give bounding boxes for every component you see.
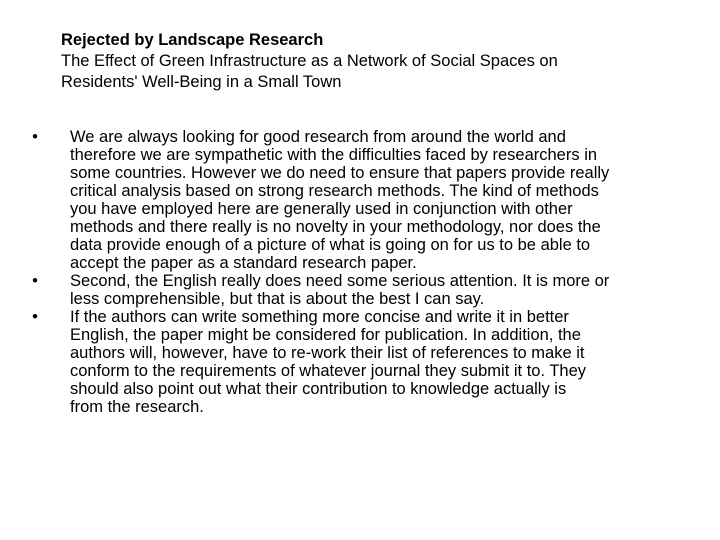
- text-line: authors will, however, have to re-work their list of references to make it: [70, 344, 585, 362]
- header-title: Rejected by Landscape Research: [61, 31, 324, 49]
- bullet-icon: •: [32, 272, 38, 290]
- bullet-text-2: [70, 272, 688, 308]
- bullet-item-2: [28, 272, 688, 308]
- text-line: should also point out what their contribution to knowledge actually is: [70, 380, 567, 398]
- text-line: English, the paper might be considered for publication. In addition, the: [70, 326, 581, 344]
- text-line: therefore we are sympathetic with the difficulties faced by researchers in: [70, 146, 598, 164]
- text-line: accept the paper as a standard research paper.: [70, 254, 417, 272]
- text-line: If the authors can write something more concise and write it in better: [70, 308, 569, 326]
- bullet-list: [28, 128, 688, 416]
- header-subtitle-line-1: The Effect of Green Infrastructure as a Network of Social Spaces on: [61, 52, 558, 70]
- text-line: We are always looking for good research from around the world and: [70, 128, 566, 146]
- text-line: from the research.: [70, 398, 204, 416]
- bullet-item-1: [28, 128, 688, 272]
- text-line: critical analysis based on strong research methods. The kind of methods: [70, 182, 599, 200]
- bullet-text-3: [70, 308, 688, 416]
- text-line: data provide enough of a picture of what is going on for us to be able to: [70, 236, 591, 254]
- header-subtitle-line-2: Residents' Well-Being in a Small Town: [61, 73, 342, 91]
- bullet-item-3: [28, 308, 688, 416]
- bullet-icon: •: [32, 308, 38, 326]
- slide-header: [61, 30, 681, 93]
- text-line: you have employed here are generally used in conjunction with other: [70, 200, 573, 218]
- bullet-icon: •: [32, 128, 38, 146]
- text-line: conform to the requirements of whatever journal they submit it to. They: [70, 362, 587, 380]
- text-line: Second, the English really does need some serious attention. It is more or: [70, 272, 610, 290]
- text-line: less comprehensible, but that is about the best I can say.: [70, 290, 485, 308]
- bullet-text-1: [70, 128, 688, 272]
- text-line: methods and there really is no novelty in your methodology, nor does the: [70, 218, 601, 236]
- text-line: some countries. However we do need to ensure that papers provide really: [70, 164, 610, 182]
